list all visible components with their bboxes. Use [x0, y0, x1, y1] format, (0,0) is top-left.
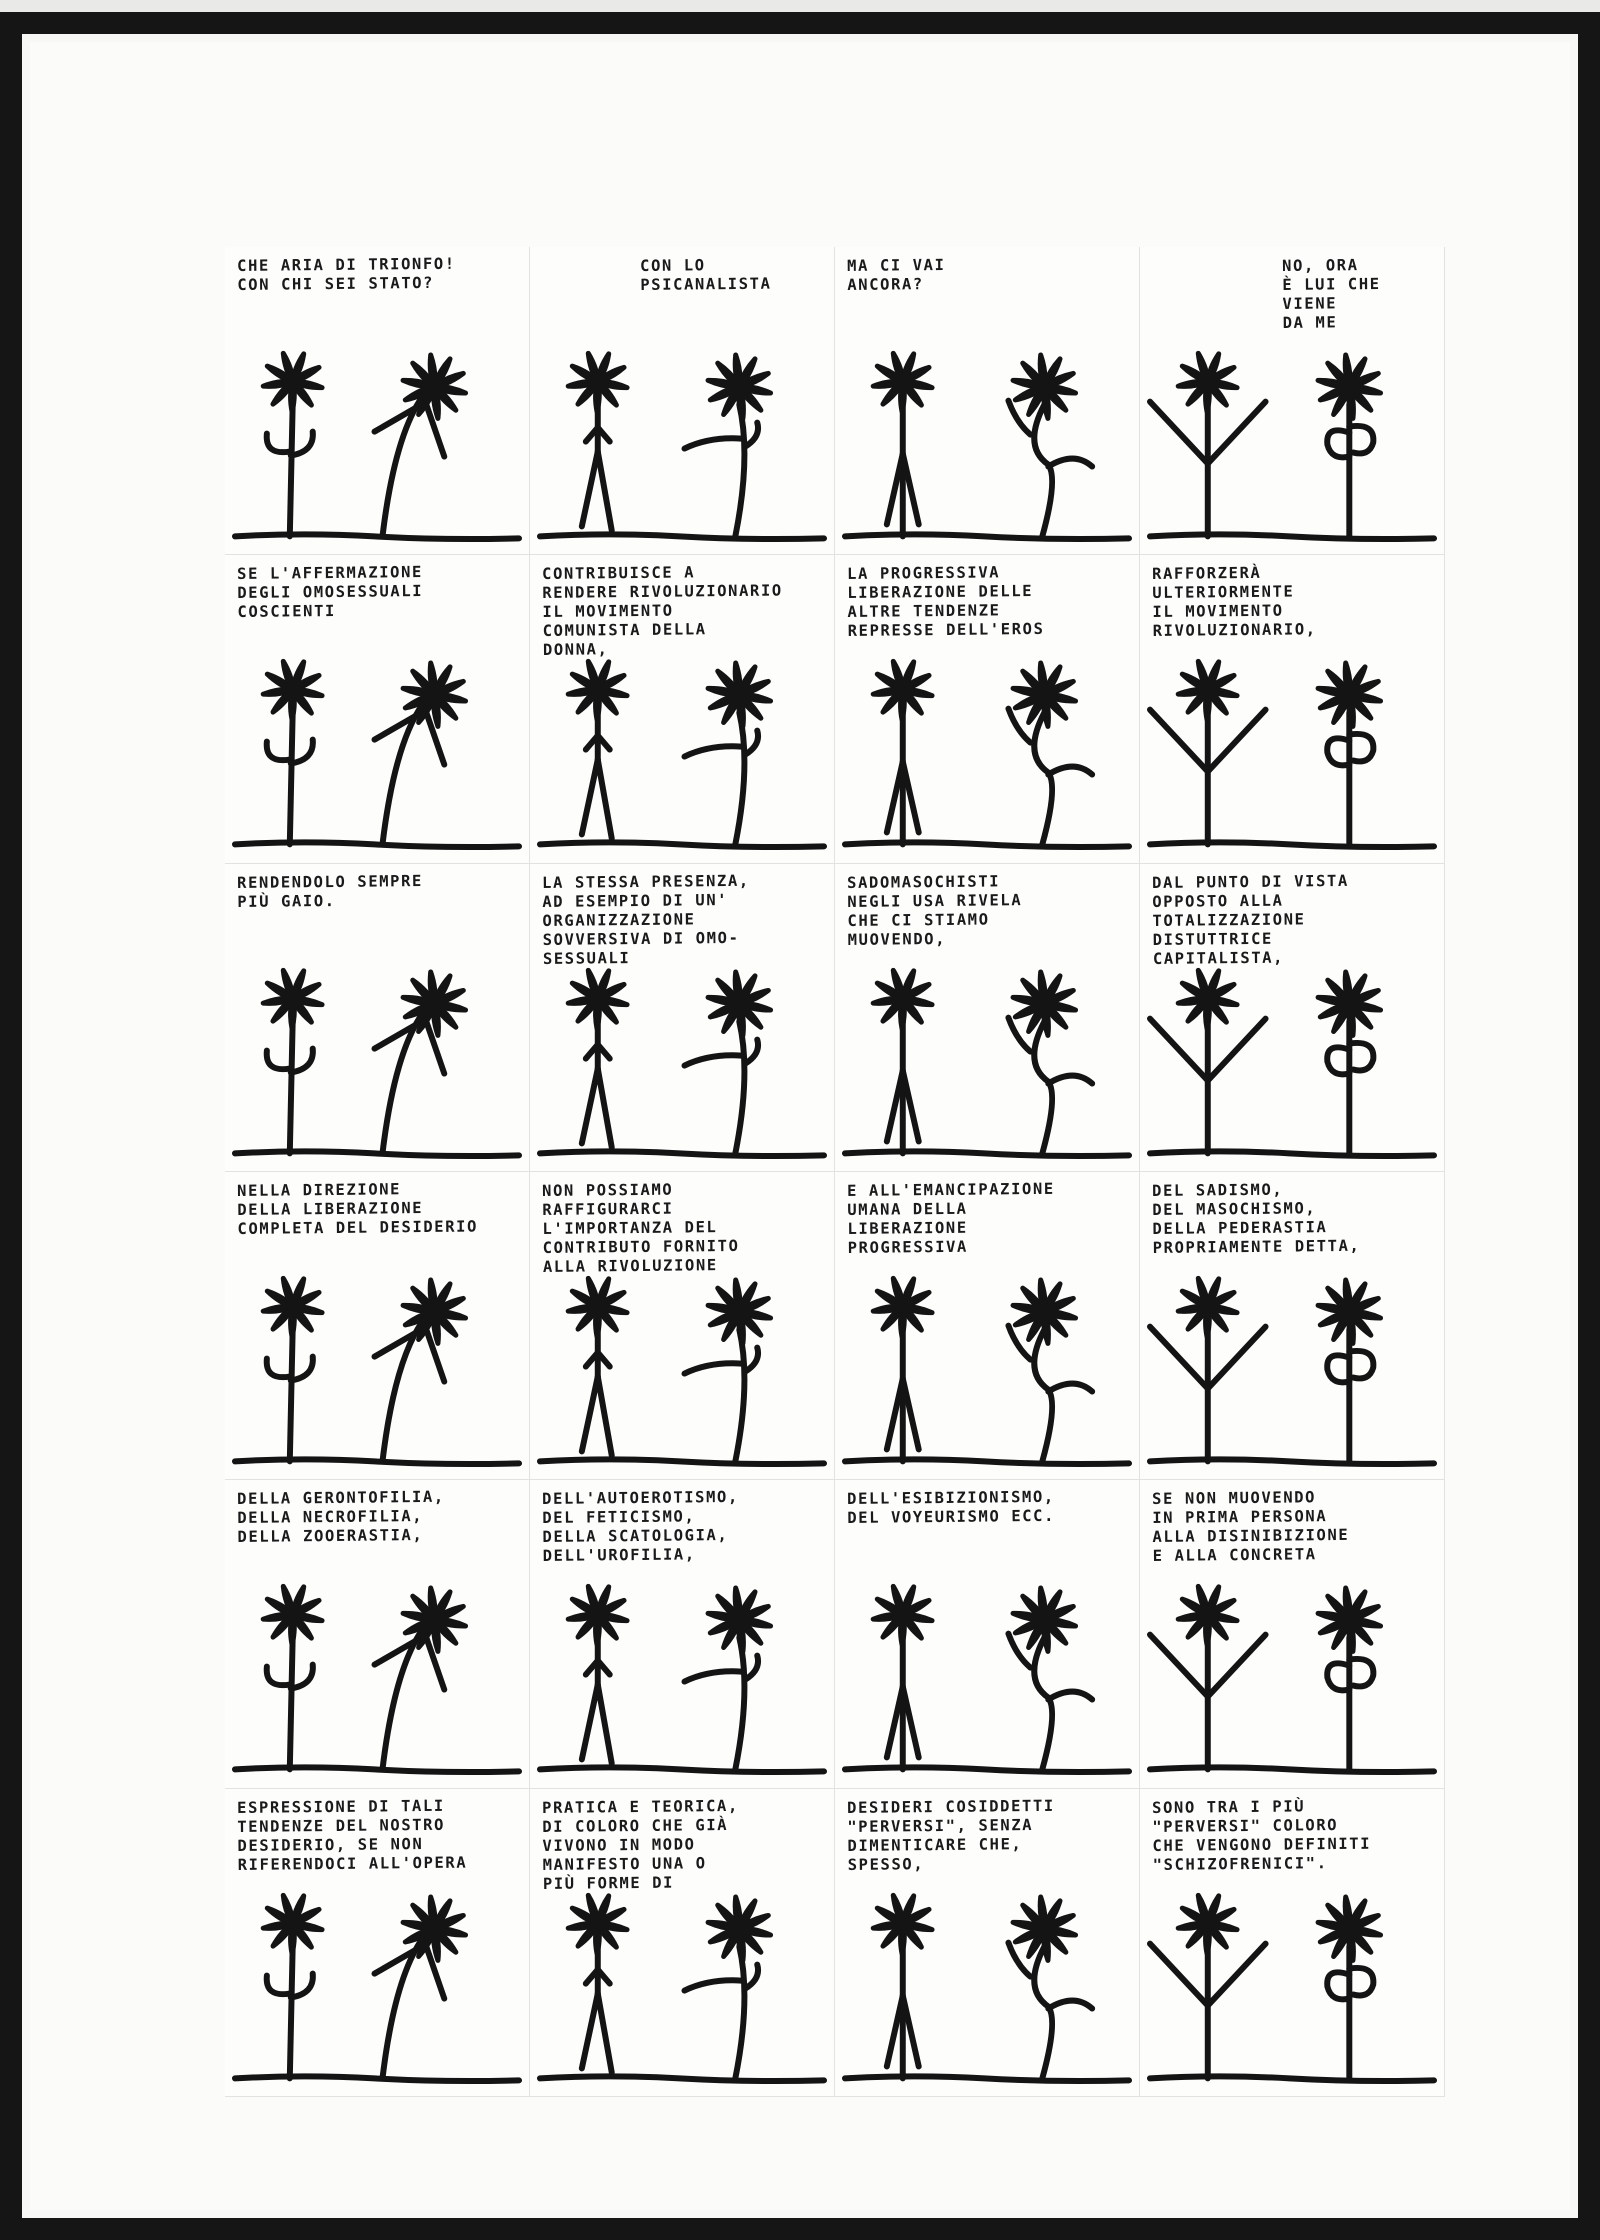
left-flower — [568, 662, 627, 839]
ground-line — [845, 2076, 1129, 2081]
ground-line — [845, 1768, 1129, 1773]
left-flower — [568, 1278, 627, 1455]
right-flower — [375, 972, 466, 1153]
ground-line — [540, 1151, 824, 1156]
ground-line — [1150, 1768, 1434, 1773]
right-flower — [1008, 1588, 1092, 1769]
right-flower — [1318, 972, 1381, 1153]
ground-line — [235, 534, 519, 539]
flower-drawing — [1140, 1480, 1444, 1787]
ground-line — [235, 1151, 519, 1156]
panel-caption: PRATICA E TEORICA, DI COLORO CHE GIÀ VIVONO IN MODO MANIFESTO UNA O PIÙ FORME DI — [542, 1796, 739, 1893]
left-flower — [263, 662, 322, 845]
flower-drawing — [225, 864, 529, 1171]
panel-caption: NON POSSIAMO RAFFIGURARCI L'IMPORTANZA DEL CONTRIBUTO FORNITO ALLA RIVOLUZIONE — [542, 1180, 740, 1276]
right-flower — [684, 972, 770, 1153]
panel-caption: DESIDERI COSIDDETTI "PERVERSI", SENZA DIMENTICARE CHE, SPESSO, — [847, 1796, 1055, 1874]
comic-panel — [835, 1172, 1140, 1480]
ground-line — [845, 534, 1129, 539]
right-flower — [1318, 1280, 1381, 1461]
comic-panel — [225, 1172, 530, 1480]
left-flower — [263, 970, 322, 1153]
comic-panel — [1140, 555, 1445, 863]
comic-panel — [1140, 1789, 1445, 2097]
right-flower — [1008, 663, 1092, 844]
left-flower — [1150, 970, 1266, 1153]
ground-line — [1150, 534, 1434, 539]
picture-frame — [0, 12, 1600, 2240]
comic-panel — [1140, 1480, 1445, 1788]
right-flower — [1008, 355, 1092, 536]
panel-caption: DELLA GERONTOFILIA, DELLA NECROFILIA, DELLA ZOOERASTIA, — [237, 1488, 445, 1547]
left-flower — [873, 1895, 932, 2078]
panel-caption: SE NON MUOVENDO IN PRIMA PERSONA ALLA DISINIBIZIONE E ALLA CONCRETA — [1152, 1488, 1350, 1566]
flower-drawing — [835, 1480, 1139, 1787]
ground-line — [845, 1459, 1129, 1464]
left-flower — [263, 1587, 322, 1770]
flower-drawing — [835, 864, 1139, 1171]
ground-line — [540, 1768, 824, 1773]
panel-caption: NO, ORA È LUI CHE VIENE DA ME — [1282, 256, 1381, 332]
panel-caption: SE L'AFFERMAZIONE DEGLI OMOSESSUALI COSCIENTI — [237, 563, 424, 622]
panel-caption: LA STESSA PRESENZA, AD ESEMPIO DI UN' ORGANIZZAZIONE SOVVERSIVA DI OMO- SESSUALI — [542, 871, 750, 968]
flower-drawing — [530, 864, 834, 1171]
right-flower — [375, 1280, 466, 1461]
ground-line — [1150, 2076, 1434, 2081]
right-flower — [375, 355, 466, 536]
flower-drawing — [1140, 1172, 1444, 1479]
panel-caption: ESPRESSIONE DI TALI TENDENZE DEL NOSTRO DESIDERIO, SE NON RIFERENDOCI ALL'OPERA — [237, 1796, 468, 1874]
comic-panel — [835, 555, 1140, 863]
panel-caption: NELLA DIREZIONE DELLA LIBERAZIONE COMPLETA DEL DESIDERIO — [237, 1180, 479, 1238]
comic-sheet — [225, 247, 1445, 2097]
right-flower — [1008, 1897, 1092, 2078]
ground-line — [235, 1459, 519, 1464]
ground-line — [845, 843, 1129, 848]
ground-line — [540, 2076, 824, 2081]
panel-caption: DAL PUNTO DI VISTA OPPOSTO ALLA TOTALIZZAZIONE DISTUTTRICE CAPITALISTA, — [1152, 871, 1349, 968]
flower-drawing — [1140, 864, 1444, 1171]
left-flower — [568, 1895, 627, 2072]
right-flower — [375, 1588, 466, 1769]
comic-panel — [530, 1789, 835, 2097]
right-flower — [1318, 1588, 1381, 1769]
ground-line — [540, 534, 824, 539]
panel-caption: E ALL'EMANCIPAZIONE UMANA DELLA LIBERAZIONE PROGRESSIVA — [847, 1179, 1055, 1257]
panel-caption: DELL'ESIBIZIONISMO, DEL VOYEURISMO ECC. — [847, 1488, 1056, 1528]
left-flower — [1150, 1278, 1266, 1461]
left-flower — [263, 1895, 322, 2078]
comic-panel — [835, 247, 1140, 555]
comic-panel — [225, 1480, 530, 1788]
panel-caption: DELL'AUTOEROTISMO, DEL FETICISMO, DELLA SCATOLOGIA, DELL'UROFILIA, — [542, 1488, 739, 1566]
left-flower — [873, 1587, 932, 1770]
ground-line — [1150, 1151, 1434, 1156]
ground-line — [1150, 1459, 1434, 1464]
ground-line — [1150, 843, 1434, 848]
comic-panel — [225, 1789, 530, 2097]
ground-line — [540, 843, 824, 848]
right-flower — [1008, 972, 1092, 1153]
panel-caption: CON LO PSICANALISTA — [640, 256, 772, 294]
right-flower — [1318, 663, 1381, 844]
panel-caption: LA PROGRESSIVA LIBERAZIONE DELLE ALTRE TENDENZE REPRESSE DELL'EROS — [847, 563, 1045, 641]
left-flower — [568, 970, 627, 1147]
ground-line — [235, 843, 519, 848]
comic-panel — [530, 1172, 835, 1480]
flower-drawing — [1140, 555, 1444, 862]
left-flower — [873, 970, 932, 1153]
flower-drawing — [835, 247, 1139, 554]
panel-caption: MA CI VAI ANCORA? — [847, 255, 946, 294]
comic-panel — [1140, 1172, 1445, 1480]
panel-caption: SADOMASOCHISTI NEGLI USA RIVELA CHE CI STIAMO MUOVENDO, — [847, 872, 1023, 949]
ground-line — [235, 2076, 519, 2081]
left-flower — [1150, 662, 1266, 845]
right-flower — [1008, 1280, 1092, 1461]
left-flower — [1150, 1587, 1266, 1770]
right-flower — [1318, 355, 1381, 536]
right-flower — [684, 1588, 770, 1769]
flower-drawing — [835, 555, 1139, 862]
comic-panel — [835, 1789, 1140, 2097]
flower-drawing — [835, 1172, 1139, 1479]
panel-caption: CHE ARIA DI TRIONFO! CON CHI SEI STATO? — [237, 254, 456, 294]
left-flower — [263, 1278, 322, 1461]
right-flower — [684, 1897, 770, 2078]
left-flower — [263, 353, 322, 536]
ground-line — [540, 1459, 824, 1464]
ground-line — [845, 1151, 1129, 1156]
left-flower — [1150, 353, 1266, 536]
right-flower — [684, 355, 770, 536]
ground-line — [235, 1768, 519, 1773]
left-flower — [568, 353, 627, 530]
flower-drawing — [225, 247, 529, 554]
flower-drawing — [530, 1480, 834, 1787]
left-flower — [873, 1278, 932, 1461]
right-flower — [1318, 1897, 1381, 2078]
right-flower — [375, 663, 466, 844]
flower-drawing — [1140, 1789, 1444, 2096]
flower-drawing — [530, 1789, 834, 2096]
comic-panel — [530, 247, 835, 555]
flower-drawing — [225, 555, 529, 862]
comic-panel — [835, 864, 1140, 1172]
flower-drawing — [530, 247, 834, 554]
comic-panel — [225, 247, 530, 555]
panel-caption: RENDENDOLO SEMPRE PIÙ GAIO. — [237, 871, 424, 911]
flower-drawing — [530, 555, 834, 862]
comic-panel — [530, 1480, 835, 1788]
right-flower — [684, 1280, 770, 1461]
flower-drawing — [225, 1480, 529, 1787]
panel-caption: RAFFORZERÀ ULTERIORMENTE IL MOVIMENTO RIVOLUZIONARIO, — [1152, 564, 1317, 641]
flower-drawing — [225, 1789, 529, 2096]
panel-caption: CONTRIBUISCE A RENDERE RIVOLUZIONARIO IL MOVIMENTO COMUNISTA DELLA DONNA, — [542, 563, 783, 660]
comic-panel — [225, 864, 530, 1172]
flower-drawing — [1140, 247, 1444, 554]
left-flower — [873, 662, 932, 845]
right-flower — [375, 1897, 466, 2078]
comic-panel — [530, 864, 835, 1172]
comic-panel — [225, 555, 530, 863]
flower-drawing — [225, 1172, 529, 1479]
panel-caption: DEL SADISMO, DEL MASOCHISMO, DELLA PEDERASTIA PROPRIAMENTE DETTA, — [1152, 1180, 1361, 1257]
comic-panel — [530, 555, 835, 863]
comic-panel — [1140, 247, 1445, 555]
mat-board — [30, 42, 1570, 2210]
flower-drawing — [530, 1172, 834, 1479]
comic-panel — [1140, 864, 1445, 1172]
left-flower — [568, 1587, 627, 1764]
flower-drawing — [835, 1789, 1139, 2096]
right-flower — [684, 663, 770, 844]
left-flower — [1150, 1895, 1266, 2078]
left-flower — [873, 353, 932, 536]
panel-caption: SONO TRA I PIÙ "PERVERSI" COLORO CHE VENGONO DEFINITI "SCHIZOFRENICI". — [1152, 1797, 1372, 1874]
comic-panel — [835, 1480, 1140, 1788]
